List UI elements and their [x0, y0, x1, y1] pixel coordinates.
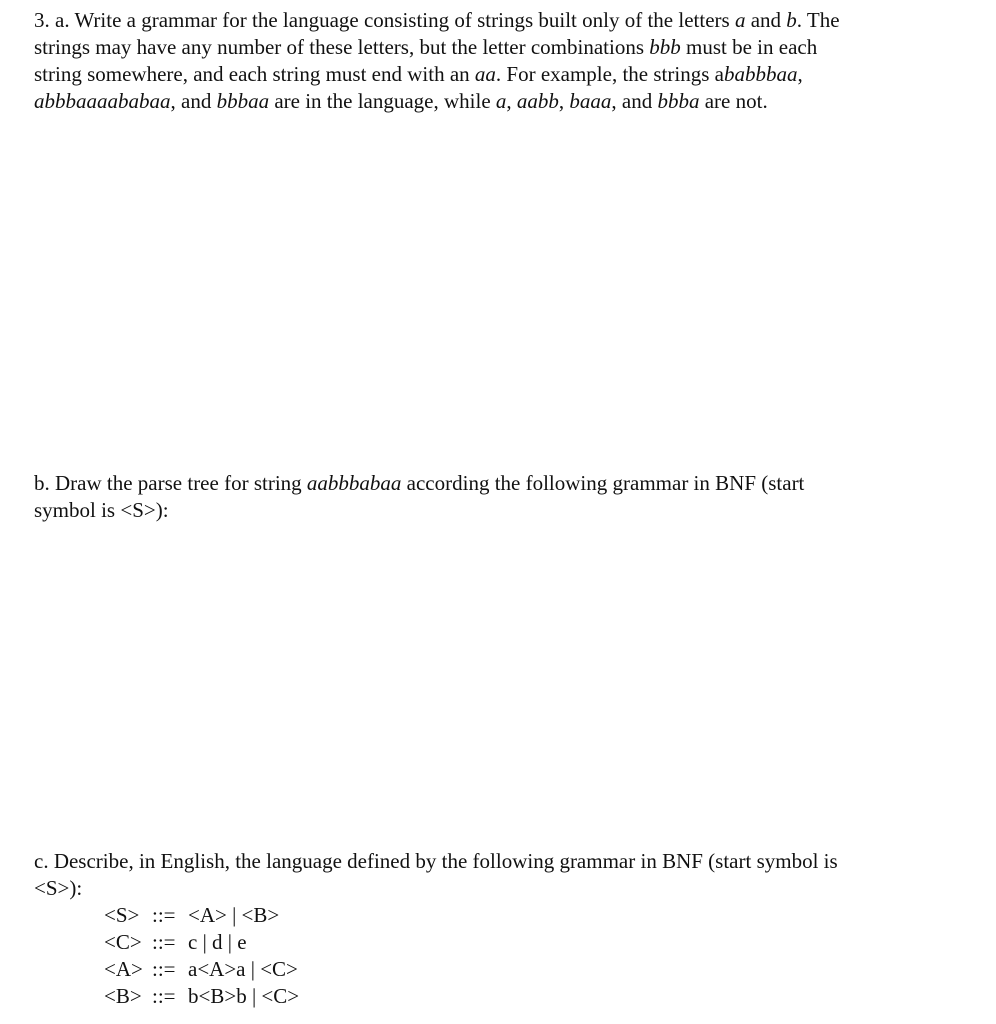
question-a-line-1: [34, 10, 840, 31]
question-a-text: must be in each: [680, 35, 818, 59]
question-c-line-2: <S>):: [34, 876, 83, 900]
non-example-string: aabb: [516, 89, 559, 113]
question-b-text: b. Draw the parse tree for string: [34, 471, 307, 495]
bnf-lhs: <S>: [104, 903, 140, 927]
question-a-text: are not.: [699, 89, 768, 113]
example-string: abbbaaaababaa: [34, 89, 171, 113]
example-string: bbbaa: [216, 89, 270, 113]
bnf-rule: [104, 905, 279, 926]
bnf-rule: [104, 932, 247, 953]
bnf-operator: ::=: [152, 957, 176, 981]
question-c-line-1: c. Describe, in English, the language defined by the following grammar in BNF (start symbol is: [34, 849, 838, 873]
ending-aa: aa: [474, 62, 496, 86]
bnf-rhs: b<B>b | <C>: [188, 984, 300, 1008]
question-a-line-2: [34, 37, 817, 58]
question-a-text: . The: [796, 8, 840, 32]
bnf-rhs: c | d | e: [188, 930, 247, 954]
question-b-line-2: symbol is <S>):: [34, 498, 169, 522]
question-a-text: string somewhere, and each string must end with an: [34, 62, 475, 86]
letter-b: b: [786, 8, 797, 32]
bnf-operator: ::=: [152, 984, 176, 1008]
question-a-text: and: [745, 8, 787, 32]
parse-string: aabbbabaa: [306, 471, 402, 495]
non-example-string: baaa: [569, 89, 612, 113]
bnf-operator: ::=: [152, 930, 176, 954]
bnf-rhs: a<A>a | <C>: [188, 957, 298, 981]
bnf-operator: ::=: [152, 903, 176, 927]
question-a-line-4: [34, 91, 768, 112]
bnf-lhs: <B>: [104, 984, 142, 1008]
non-example-string: bbba: [657, 89, 700, 113]
question-a-text: 3. a. Write a grammar for the language consisting of strings built only of the letters: [34, 8, 735, 32]
question-b-text: according the following grammar in BNF (start: [401, 471, 805, 495]
example-string: babbbaa: [723, 62, 798, 86]
question-a-text: ,: [558, 89, 570, 113]
question-a-line-3: [34, 64, 803, 85]
letter-a: a: [734, 8, 746, 32]
question-a-text: are in the language, while: [269, 89, 496, 113]
bnf-rhs: <A> | <B>: [188, 903, 280, 927]
question-a-text: . For example, the strings a: [495, 62, 724, 86]
bnf-rule: [104, 986, 299, 1007]
question-a-text: ,: [797, 62, 803, 86]
question-a-text: strings may have any number of these letters, but the letter combinations: [34, 35, 650, 59]
non-example-string: a: [495, 89, 507, 113]
question-b-line-1: [34, 473, 804, 494]
question-a-text: , and: [170, 89, 217, 113]
question-a-text: , and: [611, 89, 658, 113]
bnf-lhs: <A>: [104, 957, 143, 981]
combo-bbb: bbb: [649, 35, 681, 59]
question-a-text: ,: [506, 89, 517, 113]
bnf-rule: [104, 959, 298, 980]
bnf-lhs: <C>: [104, 930, 142, 954]
